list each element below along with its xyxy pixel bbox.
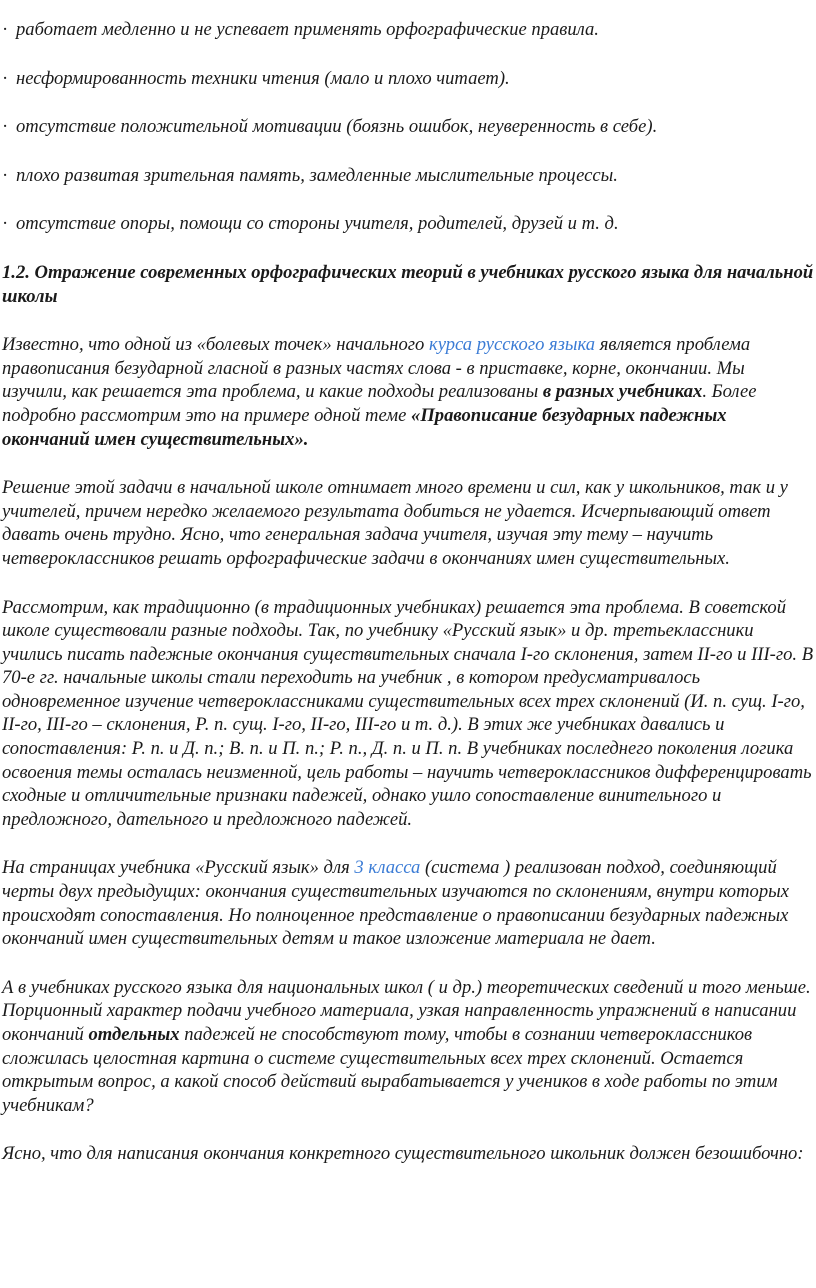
- list-item: [2, 164, 814, 188]
- text-run: Известно, что одной из «болевых точек» начального: [2, 334, 429, 356]
- list-item: [2, 18, 814, 42]
- list-item: [2, 212, 814, 236]
- text-run: . Более подробно рассмотрим это на примере одной теме: [2, 381, 757, 426]
- bullet-marker: ·: [2, 213, 9, 235]
- text-run: А в учебниках русского языка для национальных школ ( и др.) теоретических сведений и того меньше. Порционный характер подачи учебного материала, узкая направленность упражнений в написании окончаний: [2, 976, 811, 1045]
- paragraph-task: Решение этой задачи в начальной школе отнимает много времени и сил, как у школьников, так и у учителей, причем нередко желаемого результата добиться не удается. Исчерпывающий ответ давать очень трудно. Ясно, что генеральная задача учителя, изучая эту тему – научить четвероклассников решать орфографические задачи в окончаниях имен существительных.: [2, 477, 788, 569]
- bullet-marker: ·: [2, 164, 9, 186]
- list-item: [2, 115, 814, 139]
- bullet-marker: ·: [2, 19, 9, 40]
- grade-link[interactable]: 3 класса: [354, 857, 421, 879]
- paragraph-traditional: Рассмотрим, как традиционно (в традиционных учебниках) решается эта проблема. В советской школе существовали разные подходы. Так, по учебнику «Русский язык» и др. третьеклассники учились писать падежные окончания существительных сначала I-го склонения, затем II-го и III-го. В 70-е гг. начальные школы стали переходить на учебник , в котором предусматривалось одновременное изучение четвероклассниками существительных всех трех склонений (И. п. сущ. I-го, II-го, III-го – склонения, Р. п. сущ. I-го, II-го, III-го и т. д.). В этих же учебниках давались и сопоставления: Р. п. и Д. п.; В. п. и П. п.; Р. п., Д. п. и П. п. В учебниках последнего поколения логика освоения темы осталась неизменной, цель работы – научить четвероклассников дифференцировать сходные и отличительные признаки падежей, однако ушло сопоставление винительного и предложного, дательного и предложного падежей.: [2, 596, 814, 830]
- bold-word: отдельных: [88, 1024, 180, 1045]
- list-item-text: отсутствие положительной мотивации (боязнь ошибок, неуверенность в себе).: [16, 116, 658, 138]
- bullet-marker: ·: [2, 67, 9, 89]
- bold-phrase: в разных учебниках: [542, 381, 703, 403]
- topic-title: «Правописание безударных падежных окончаний имен существительных».: [2, 404, 727, 450]
- course-link[interactable]: курса русского языка: [429, 334, 596, 356]
- text-run: является проблема правописания безударной гласной в разных частях слова - в приставке, корне, окончании. Мы изучили, как решается эта проблема, и какие подходы реализованы: [2, 334, 751, 403]
- text-run: падежей не способствуют тому, чтобы в сознании четвероклассников сложилась целостная картина о системе существительных всех трех склонений. Остается открытым вопрос, а какой способ действий вырабатывается у учеников в ходе работы по этим учебникам?: [2, 1024, 778, 1116]
- bullet-marker: ·: [2, 116, 9, 138]
- list-item-text: несформированность техники чтения (мало и плохо читает).: [16, 67, 510, 89]
- paragraph-intro: [2, 333, 814, 451]
- text-run: На страницах учебника «Русский язык» для: [2, 857, 355, 879]
- paragraph-conclusion: Ясно, что для написания окончания конкретного существительного школьник должен безошибочно:: [2, 1143, 804, 1165]
- text-run: (система ) реализован подход, соединяющий черты двух предыдущих: окончания существительных изучаются по склонениям, внутри которых происходят сопоставления. Но полноценное представление о правописании безударных падежных окончаний имен существительных детям и такое изложение материала не дает.: [2, 857, 789, 950]
- list-item: [2, 67, 814, 91]
- paragraph-grade3: [2, 856, 814, 950]
- section-heading: 1.2. Отражение современных орфографических теорий в учебниках русского языка для начальной школы: [2, 261, 814, 307]
- list-item-text: плохо развитая зрительная память, замедленные мыслительные процессы.: [16, 164, 618, 186]
- paragraph-national: [2, 976, 814, 1118]
- list-item-text: работает медленно и не успевает применять орфографические правила.: [16, 19, 599, 40]
- list-item-text: отсутствие опоры, помощи со стороны учителя, родителей, друзей и т. д.: [16, 213, 619, 235]
- document-body: [2, 18, 814, 1191]
